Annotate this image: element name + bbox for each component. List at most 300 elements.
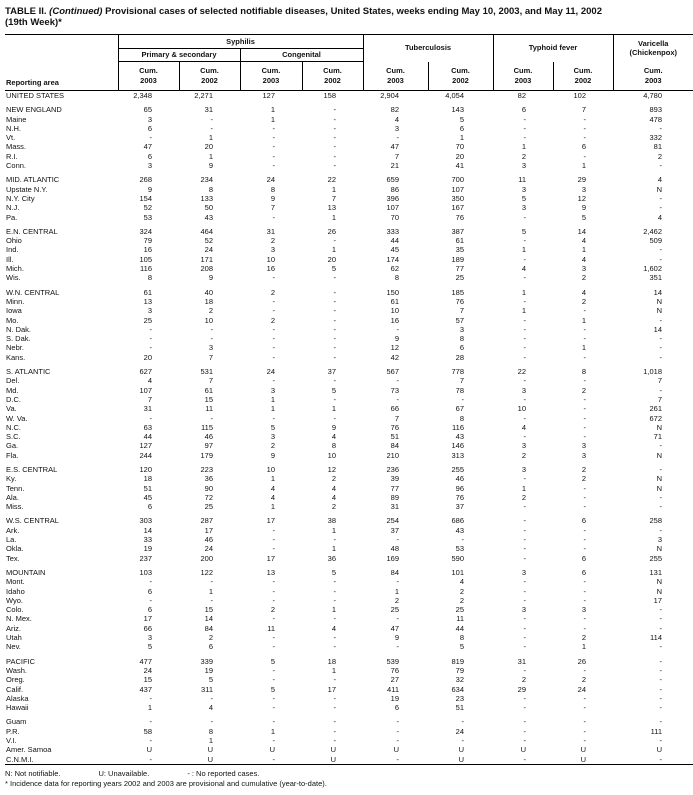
value-cell: -: [523, 474, 527, 484]
value-cell: 324: [139, 226, 152, 236]
varicella-group-header: [613, 35, 693, 62]
value-cell: -: [583, 544, 587, 554]
value-cell: -: [333, 324, 337, 334]
value-cell: 1: [270, 105, 275, 115]
table-header: [5, 35, 693, 91]
value-cell: 45: [143, 492, 152, 502]
value-cell: -: [272, 586, 275, 596]
value-cell: 25: [143, 315, 152, 325]
table-row: [5, 544, 693, 553]
reporting-area-cell: Ark.: [6, 525, 20, 535]
value-cell: 3: [521, 605, 527, 615]
reporting-area-cell: Ala.: [6, 492, 19, 502]
value-cell: 6: [147, 605, 152, 615]
value-cell: 3: [521, 567, 527, 577]
value-cell: 19: [204, 665, 213, 675]
value-cell: 3: [521, 184, 527, 194]
value-cell: 6: [459, 343, 465, 353]
value-cell: -: [523, 535, 527, 545]
value-cell: -: [659, 717, 663, 727]
value-cell: 31: [390, 502, 400, 512]
cum-2003-col-header: Cum. 2003: [363, 62, 428, 91]
value-cell: -: [659, 315, 663, 325]
value-cell: 53: [143, 212, 152, 222]
table-row: [5, 115, 693, 124]
value-cell: U: [458, 745, 465, 755]
value-cell: 14: [653, 287, 663, 297]
value-cell: -: [659, 245, 663, 255]
value-cell: 25: [455, 273, 465, 283]
reporting-area-cell: S. Dak.: [6, 334, 31, 344]
value-cell: -: [272, 343, 275, 353]
value-cell: -: [659, 693, 663, 703]
value-cell: 3: [581, 184, 587, 194]
value-cell: 3: [270, 245, 275, 255]
value-cell: 82: [517, 91, 527, 100]
value-cell: -: [272, 306, 275, 316]
value-cell: 1: [521, 287, 527, 297]
value-cell: 29: [517, 684, 527, 694]
value-cell: 16: [266, 264, 275, 274]
chickenpox-label: (Chickenpox): [629, 48, 678, 58]
value-cell: 13: [327, 203, 337, 213]
value-cell: 261: [649, 404, 663, 414]
value-cell: 8: [459, 413, 465, 423]
value-cell: 13: [143, 296, 152, 306]
table-row: [5, 717, 693, 726]
value-cell: 7: [270, 203, 275, 213]
reporting-area-cell: Ga.: [6, 441, 19, 451]
table-row: [5, 685, 693, 694]
value-cell: 105: [139, 254, 152, 264]
value-cell: 1: [270, 502, 275, 512]
value-cell: 6: [581, 516, 587, 526]
value-cell: -: [583, 535, 587, 545]
value-cell: 2: [331, 474, 337, 484]
value-cell: -: [659, 605, 663, 615]
table-row: [5, 441, 693, 450]
reporting-area-cell: W.S. CENTRAL: [6, 516, 59, 526]
value-cell: -: [333, 413, 337, 423]
value-cell: 396: [386, 193, 400, 203]
value-cell: 120: [139, 464, 152, 474]
cum-2003-col-header: Cum. 2003: [240, 62, 302, 91]
value-cell: 244: [139, 450, 152, 460]
value-cell: -: [272, 296, 275, 306]
value-cell: 6: [208, 642, 213, 652]
value-cell: 2: [270, 287, 275, 297]
value-cell: 76: [455, 492, 465, 502]
value-cell: 634: [451, 684, 465, 694]
table-row: [5, 642, 693, 651]
value-cell: 3: [521, 161, 527, 171]
value-cell: -: [659, 703, 663, 713]
table-title: [5, 6, 690, 28]
table-row: [5, 395, 693, 404]
value-cell: 4: [331, 492, 337, 502]
table-row: [5, 255, 693, 264]
value-cell: 45: [390, 245, 400, 255]
table-row: [5, 288, 693, 297]
value-cell: 25: [455, 605, 465, 615]
value-cell: 76: [455, 212, 465, 222]
table-row: [5, 297, 693, 306]
value-cell: 7: [581, 105, 587, 115]
value-cell: 3: [147, 114, 152, 124]
value-cell: 44: [390, 236, 400, 246]
value-cell: -: [396, 614, 400, 624]
reporting-area-cell: La.: [6, 535, 17, 545]
value-cell: 51: [143, 483, 152, 493]
value-cell: 131: [649, 567, 663, 577]
value-cell: 672: [649, 413, 663, 423]
value-cell: 62: [390, 264, 400, 274]
value-cell: -: [461, 535, 465, 545]
value-cell: -: [583, 693, 587, 703]
value-cell: 7: [459, 306, 465, 316]
reporting-area-cell: C.N.M.I.: [6, 754, 34, 764]
value-cell: 8: [208, 184, 213, 194]
value-cell: 22: [517, 367, 527, 377]
table-row: [5, 675, 693, 684]
value-cell: 7: [208, 376, 213, 386]
value-cell: 5: [459, 114, 465, 124]
value-cell: -: [396, 726, 400, 736]
value-cell: -: [149, 754, 152, 764]
value-cell: -: [272, 693, 275, 703]
value-cell: 24: [266, 175, 275, 185]
value-cell: 76: [455, 296, 465, 306]
value-cell: -: [659, 161, 663, 171]
cum-2002-col-header: Cum. 2002: [302, 62, 363, 91]
value-cell: 1: [208, 586, 213, 596]
reporting-area-cell: Idaho: [6, 586, 25, 596]
table-row: [5, 185, 693, 194]
value-cell: -: [272, 703, 275, 713]
value-cell: 15: [204, 394, 213, 404]
value-cell: 2: [208, 633, 213, 643]
value-cell: 2: [394, 595, 400, 605]
value-cell: 72: [204, 492, 213, 502]
table-row: [5, 306, 693, 315]
value-cell: -: [583, 123, 587, 133]
value-cell: -: [210, 114, 213, 124]
value-cell: -: [583, 492, 587, 502]
table-row: [5, 474, 693, 483]
value-cell: 6: [521, 105, 527, 115]
value-cell: -: [333, 273, 337, 283]
value-cell: 44: [143, 432, 152, 442]
table-row: [5, 755, 693, 765]
reporting-area-cell: NEW ENGLAND: [6, 105, 62, 115]
value-cell: -: [659, 352, 663, 362]
value-cell: 47: [390, 142, 400, 152]
reporting-area-cell: PACIFIC: [6, 656, 36, 666]
value-cell: -: [333, 675, 337, 685]
value-cell: 2: [581, 385, 587, 395]
table-row: [5, 493, 693, 502]
table-body: [5, 91, 693, 765]
value-cell: 1: [521, 142, 527, 152]
value-cell: N: [656, 586, 663, 596]
value-cell: 333: [386, 226, 400, 236]
reporting-area-cell: Wis.: [6, 273, 21, 283]
value-cell: 311: [201, 684, 213, 694]
value-cell: 17: [266, 553, 275, 563]
value-cell: 3: [521, 441, 527, 451]
value-cell: -: [583, 404, 587, 414]
value-cell: -: [523, 432, 527, 442]
table-row: [5, 264, 693, 273]
reporting-area-cell: Iowa: [6, 306, 22, 316]
value-cell: 9: [394, 633, 400, 643]
reporting-area-cell: Ohio: [6, 236, 22, 246]
value-cell: -: [210, 413, 213, 423]
value-cell: 5: [147, 642, 152, 652]
footnote-legend: [5, 769, 690, 779]
value-cell: 10: [517, 404, 527, 414]
value-cell: 2: [208, 306, 213, 316]
value-cell: 4: [581, 254, 587, 264]
varicella-label: Varicella: [638, 38, 669, 48]
reporting-area-cell: N. Dak.: [6, 324, 32, 334]
value-cell: 254: [386, 516, 400, 526]
reporting-area-cell: Upstate N.Y.: [6, 184, 48, 194]
value-cell: 2: [270, 236, 275, 246]
value-cell: 9: [581, 203, 587, 213]
value-cell: 5: [270, 656, 275, 666]
value-cell: 3: [147, 633, 152, 643]
value-cell: N: [656, 544, 663, 554]
table-row: [5, 727, 693, 736]
value-cell: 31: [143, 404, 152, 414]
value-cell: -: [272, 535, 275, 545]
value-cell: 1: [394, 586, 400, 596]
value-cell: 1: [270, 394, 275, 404]
value-cell: 61: [143, 287, 152, 297]
value-cell: -: [396, 754, 400, 764]
value-cell: -: [272, 123, 275, 133]
table-row: [5, 587, 693, 596]
reporting-area-header: Reporting area: [5, 35, 118, 91]
value-cell: -: [583, 736, 587, 745]
value-cell: -: [659, 343, 663, 353]
table-row: [5, 535, 693, 544]
value-cell: 90: [204, 483, 213, 493]
value-cell: 10: [266, 254, 275, 264]
value-cell: -: [523, 586, 527, 596]
value-cell: 37: [455, 502, 465, 512]
value-cell: 17: [143, 614, 152, 624]
table-row: [5, 484, 693, 493]
value-cell: -: [333, 394, 337, 404]
table-row: [5, 376, 693, 385]
value-cell: -: [659, 675, 663, 685]
value-cell: -: [149, 334, 152, 344]
value-cell: 7: [394, 151, 400, 161]
reporting-area-cell: N.Y. City: [6, 193, 35, 203]
value-cell: -: [272, 754, 275, 764]
value-cell: 1,018: [643, 367, 663, 377]
value-cell: 8: [270, 184, 275, 194]
table-row: [5, 386, 693, 395]
table-row: [5, 273, 693, 282]
value-cell: 8: [459, 334, 465, 344]
value-cell: -: [659, 203, 663, 213]
value-cell: -: [523, 717, 527, 727]
value-cell: 47: [143, 142, 152, 152]
value-cell: 4: [331, 483, 337, 493]
value-cell: -: [396, 642, 400, 652]
value-cell: -: [659, 334, 663, 344]
value-cell: 189: [451, 254, 465, 264]
value-cell: 3: [581, 605, 587, 615]
value-cell: U: [330, 745, 337, 755]
tuberculosis-group-header: Tuberculosis: [363, 35, 493, 62]
table-row: [5, 91, 693, 101]
value-cell: 5: [208, 675, 213, 685]
value-cell: 5: [270, 422, 275, 432]
value-cell: -: [210, 595, 213, 605]
value-cell: 167: [451, 203, 465, 213]
value-cell: -: [272, 273, 275, 283]
value-cell: -: [272, 525, 275, 535]
value-cell: 2: [581, 474, 587, 484]
value-cell: 3: [459, 324, 465, 334]
value-cell: 9: [394, 334, 400, 344]
reporting-area-cell: N.J.: [6, 203, 20, 213]
value-cell: 18: [327, 656, 337, 666]
reporting-area-cell: Miss.: [6, 502, 24, 512]
value-cell: 3: [581, 441, 587, 451]
value-cell: 51: [455, 703, 465, 713]
value-cell: -: [272, 133, 275, 143]
value-cell: 11: [456, 614, 465, 624]
value-cell: 234: [200, 175, 213, 185]
value-cell: 37: [390, 525, 400, 535]
value-cell: -: [523, 642, 527, 652]
value-cell: 1: [331, 184, 337, 194]
value-cell: 158: [323, 91, 337, 100]
reporting-area-cell: W.N. CENTRAL: [6, 287, 60, 297]
value-cell: 143: [451, 105, 465, 115]
reporting-area-cell: Utah: [6, 633, 22, 643]
value-cell: -: [210, 324, 213, 334]
value-cell: -: [333, 577, 337, 587]
value-cell: 24: [204, 245, 213, 255]
value-cell: 53: [455, 544, 465, 554]
value-cell: -: [333, 114, 337, 124]
reporting-area-cell: Calif.: [6, 684, 24, 694]
value-cell: 17: [266, 516, 275, 526]
value-cell: U: [458, 754, 465, 764]
value-cell: -: [210, 693, 213, 703]
value-cell: 18: [143, 474, 152, 484]
value-cell: 2,462: [643, 226, 663, 236]
reporting-area-cell: Mich.: [6, 264, 24, 274]
value-cell: 8: [208, 726, 213, 736]
value-cell: -: [333, 306, 337, 316]
value-cell: 66: [143, 623, 152, 633]
value-cell: -: [333, 123, 337, 133]
reporting-area-cell: Del.: [6, 376, 20, 386]
value-cell: 46: [204, 535, 213, 545]
value-cell: 210: [386, 450, 400, 460]
value-cell: -: [272, 352, 275, 362]
value-cell: 16: [143, 245, 152, 255]
value-cell: -: [396, 324, 400, 334]
value-cell: -: [272, 376, 275, 386]
value-cell: -: [333, 595, 337, 605]
value-cell: 208: [200, 264, 213, 274]
value-cell: 26: [577, 656, 587, 666]
value-cell: 8: [459, 633, 465, 643]
value-cell: -: [333, 296, 337, 306]
value-cell: -: [659, 614, 663, 624]
value-cell: 1: [270, 726, 275, 736]
value-cell: -: [523, 296, 527, 306]
value-cell: -: [272, 675, 275, 685]
table-row: [5, 236, 693, 245]
value-cell: 13: [266, 567, 275, 577]
table-row: [5, 666, 693, 675]
value-cell: 4: [270, 492, 275, 502]
value-cell: 35: [455, 245, 465, 255]
value-cell: 590: [451, 553, 465, 563]
value-cell: -: [523, 614, 527, 624]
value-cell: -: [272, 577, 275, 587]
value-cell: -: [149, 133, 152, 143]
value-cell: -: [149, 693, 152, 703]
value-cell: 76: [390, 422, 400, 432]
value-cell: -: [583, 394, 587, 404]
value-cell: 539: [386, 656, 400, 666]
value-cell: -: [333, 161, 337, 171]
value-cell: -: [523, 516, 527, 526]
value-cell: -: [210, 334, 213, 344]
value-cell: 5: [331, 264, 337, 274]
value-cell: -: [583, 334, 587, 344]
value-cell: 3: [581, 450, 587, 460]
value-cell: 115: [201, 422, 213, 432]
value-cell: 61: [390, 296, 400, 306]
value-cell: -: [523, 315, 527, 325]
reporting-area-cell: Va.: [6, 404, 17, 414]
value-cell: U: [330, 754, 337, 764]
table-row: [5, 414, 693, 423]
reporting-area-cell: Mo.: [6, 315, 19, 325]
value-cell: 4: [208, 703, 213, 713]
value-cell: 9: [208, 273, 213, 283]
value-cell: 22: [327, 175, 337, 185]
footnote-not-notifiable: N: Not notifiable.: [5, 768, 61, 778]
value-cell: 1: [208, 133, 213, 143]
value-cell: -: [659, 123, 663, 133]
value-cell: 116: [140, 264, 152, 274]
cum-2002-col-header: Cum. 2002: [553, 62, 613, 91]
value-cell: 5: [521, 193, 527, 203]
value-cell: -: [333, 703, 337, 713]
value-cell: 1: [581, 343, 587, 353]
value-cell: N: [656, 184, 663, 194]
value-cell: 84: [204, 623, 213, 633]
value-cell: -: [583, 703, 587, 713]
value-cell: 8: [147, 273, 152, 283]
reporting-area-cell: Alaska: [6, 693, 29, 703]
value-cell: 464: [200, 226, 213, 236]
value-cell: 2: [331, 502, 337, 512]
value-cell: 2: [521, 450, 527, 460]
